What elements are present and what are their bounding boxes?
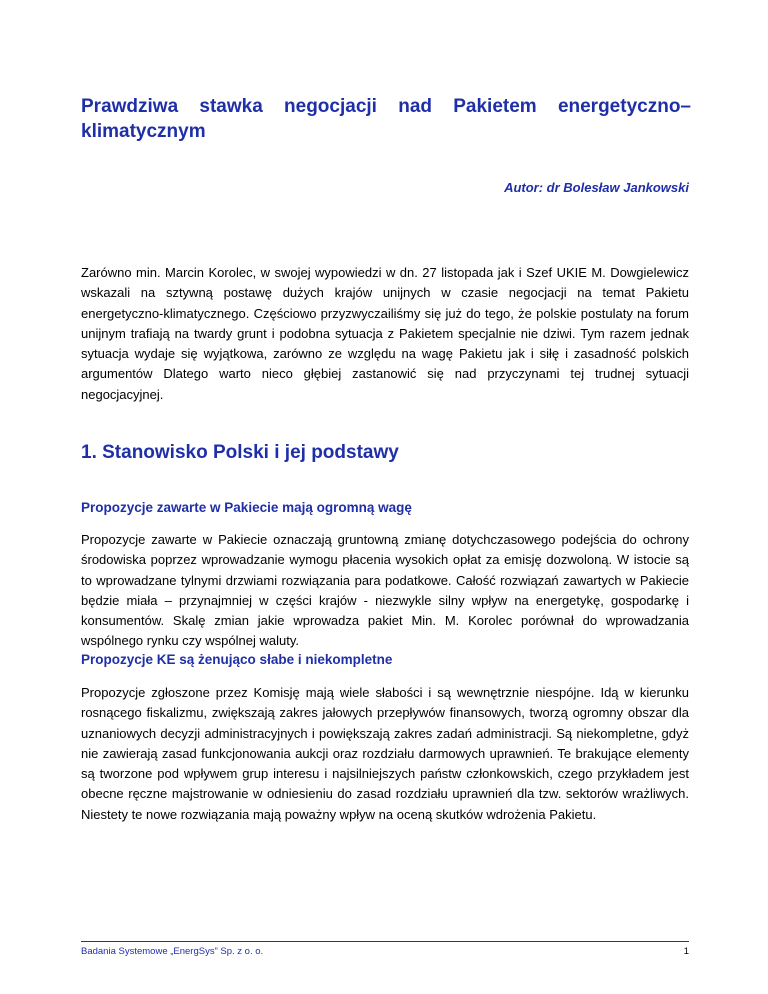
subsection-paragraph: Propozycje zgłoszone przez Komisję mają wiele słabości i są wewnętrznie niespójne. Idą w kierunku rosnącego fiskalizmu, zwiększają zakres jałowych przepływów finansowych, tworzą ogromny obszar dla uznaniowych decyzji administracyjnych i powiększają zakres zadań administracji. Są niekompletne, gdyż nie zawierają zasad funkcjonowania aukcji oraz rozdziału darmowych uprawnień. Te brakujące elementy są tworzone pod wpływem grup interesu i najsilniejszych państw członkowskich, czego przykładem jest obecne ręczne majstrowanie w odniesieniu do zasad rozdziału uprawnień dla tzw. sektorów wrażliwych. Niestety te nowe rozwiązania mają poważny wpływ na oceną skutków wdrożenia Pakietu.: [81, 685, 689, 822]
footer-company: Badania Systemowe „EnergSys” Sp. z o. o.: [81, 946, 264, 957]
subsection-heading: Propozycje KE są żenująco słabe i niekompletne: [81, 652, 393, 667]
subsection-paragraph: Propozycje zawarte w Pakiecie oznaczają gruntowną zmianę dotychczasowego podejścia do ochrony środowiska poprzez wprowadzanie wymogu płacenia wysokich opłat za emisję dozwoloną. W istocie są to wprowadzane tylnymi drzwiami rozwiązania para podatkowe. Całość rozwiązań zawartych w Pakiecie będzie miała – przynajmniej w części krajów - niezwykle silny wpływ na energetykę, gospodarkę i konsumentów. Skalę zmian jakie wprowadza pakiet Min. M. Korolec porównał do wprowadzania wspólnego rynku czy wspólnej waluty.: [81, 532, 689, 649]
author-line: Autor: dr Bolesław Jankowski: [504, 180, 689, 195]
footer-divider: [81, 941, 689, 942]
subsection-heading: Propozycje zawarte w Pakiecie mają ogromną wagę: [81, 500, 412, 515]
document-title: Prawdziwa stawka negocjacji nad Pakietem energetyczno–klimatycznym: [81, 96, 691, 142]
page-number: 1: [683, 946, 689, 957]
section-heading: 1. Stanowisko Polski i jej podstawy: [81, 442, 399, 463]
intro-paragraph: Zarówno min. Marcin Korolec, w swojej wypowiedzi w dn. 27 listopada jak i Szef UKIE M. Dowgielewicz wskazali na sztywną postawę dużych krajów unijnych w czasie negocjacji na temat Pakietu energetyczno-klimatycznego. Częściowo przyzwyczailiśmy się już do tego, że polskie postulaty na forum unijnym trafiają na twardy grunt i podobna sytuacja z Pakietem specjalnie nie dziwi. Tym razem jednak sytuacja wydaje się wyjątkowa, zarówno ze względu na wagę Pakietu jak i siłę i zasadność polskich argumentów Dlatego warto nieco głębiej zastanowić się nad przyczynami tej trudnej sytuacji negocjacyjnej.: [81, 265, 689, 402]
